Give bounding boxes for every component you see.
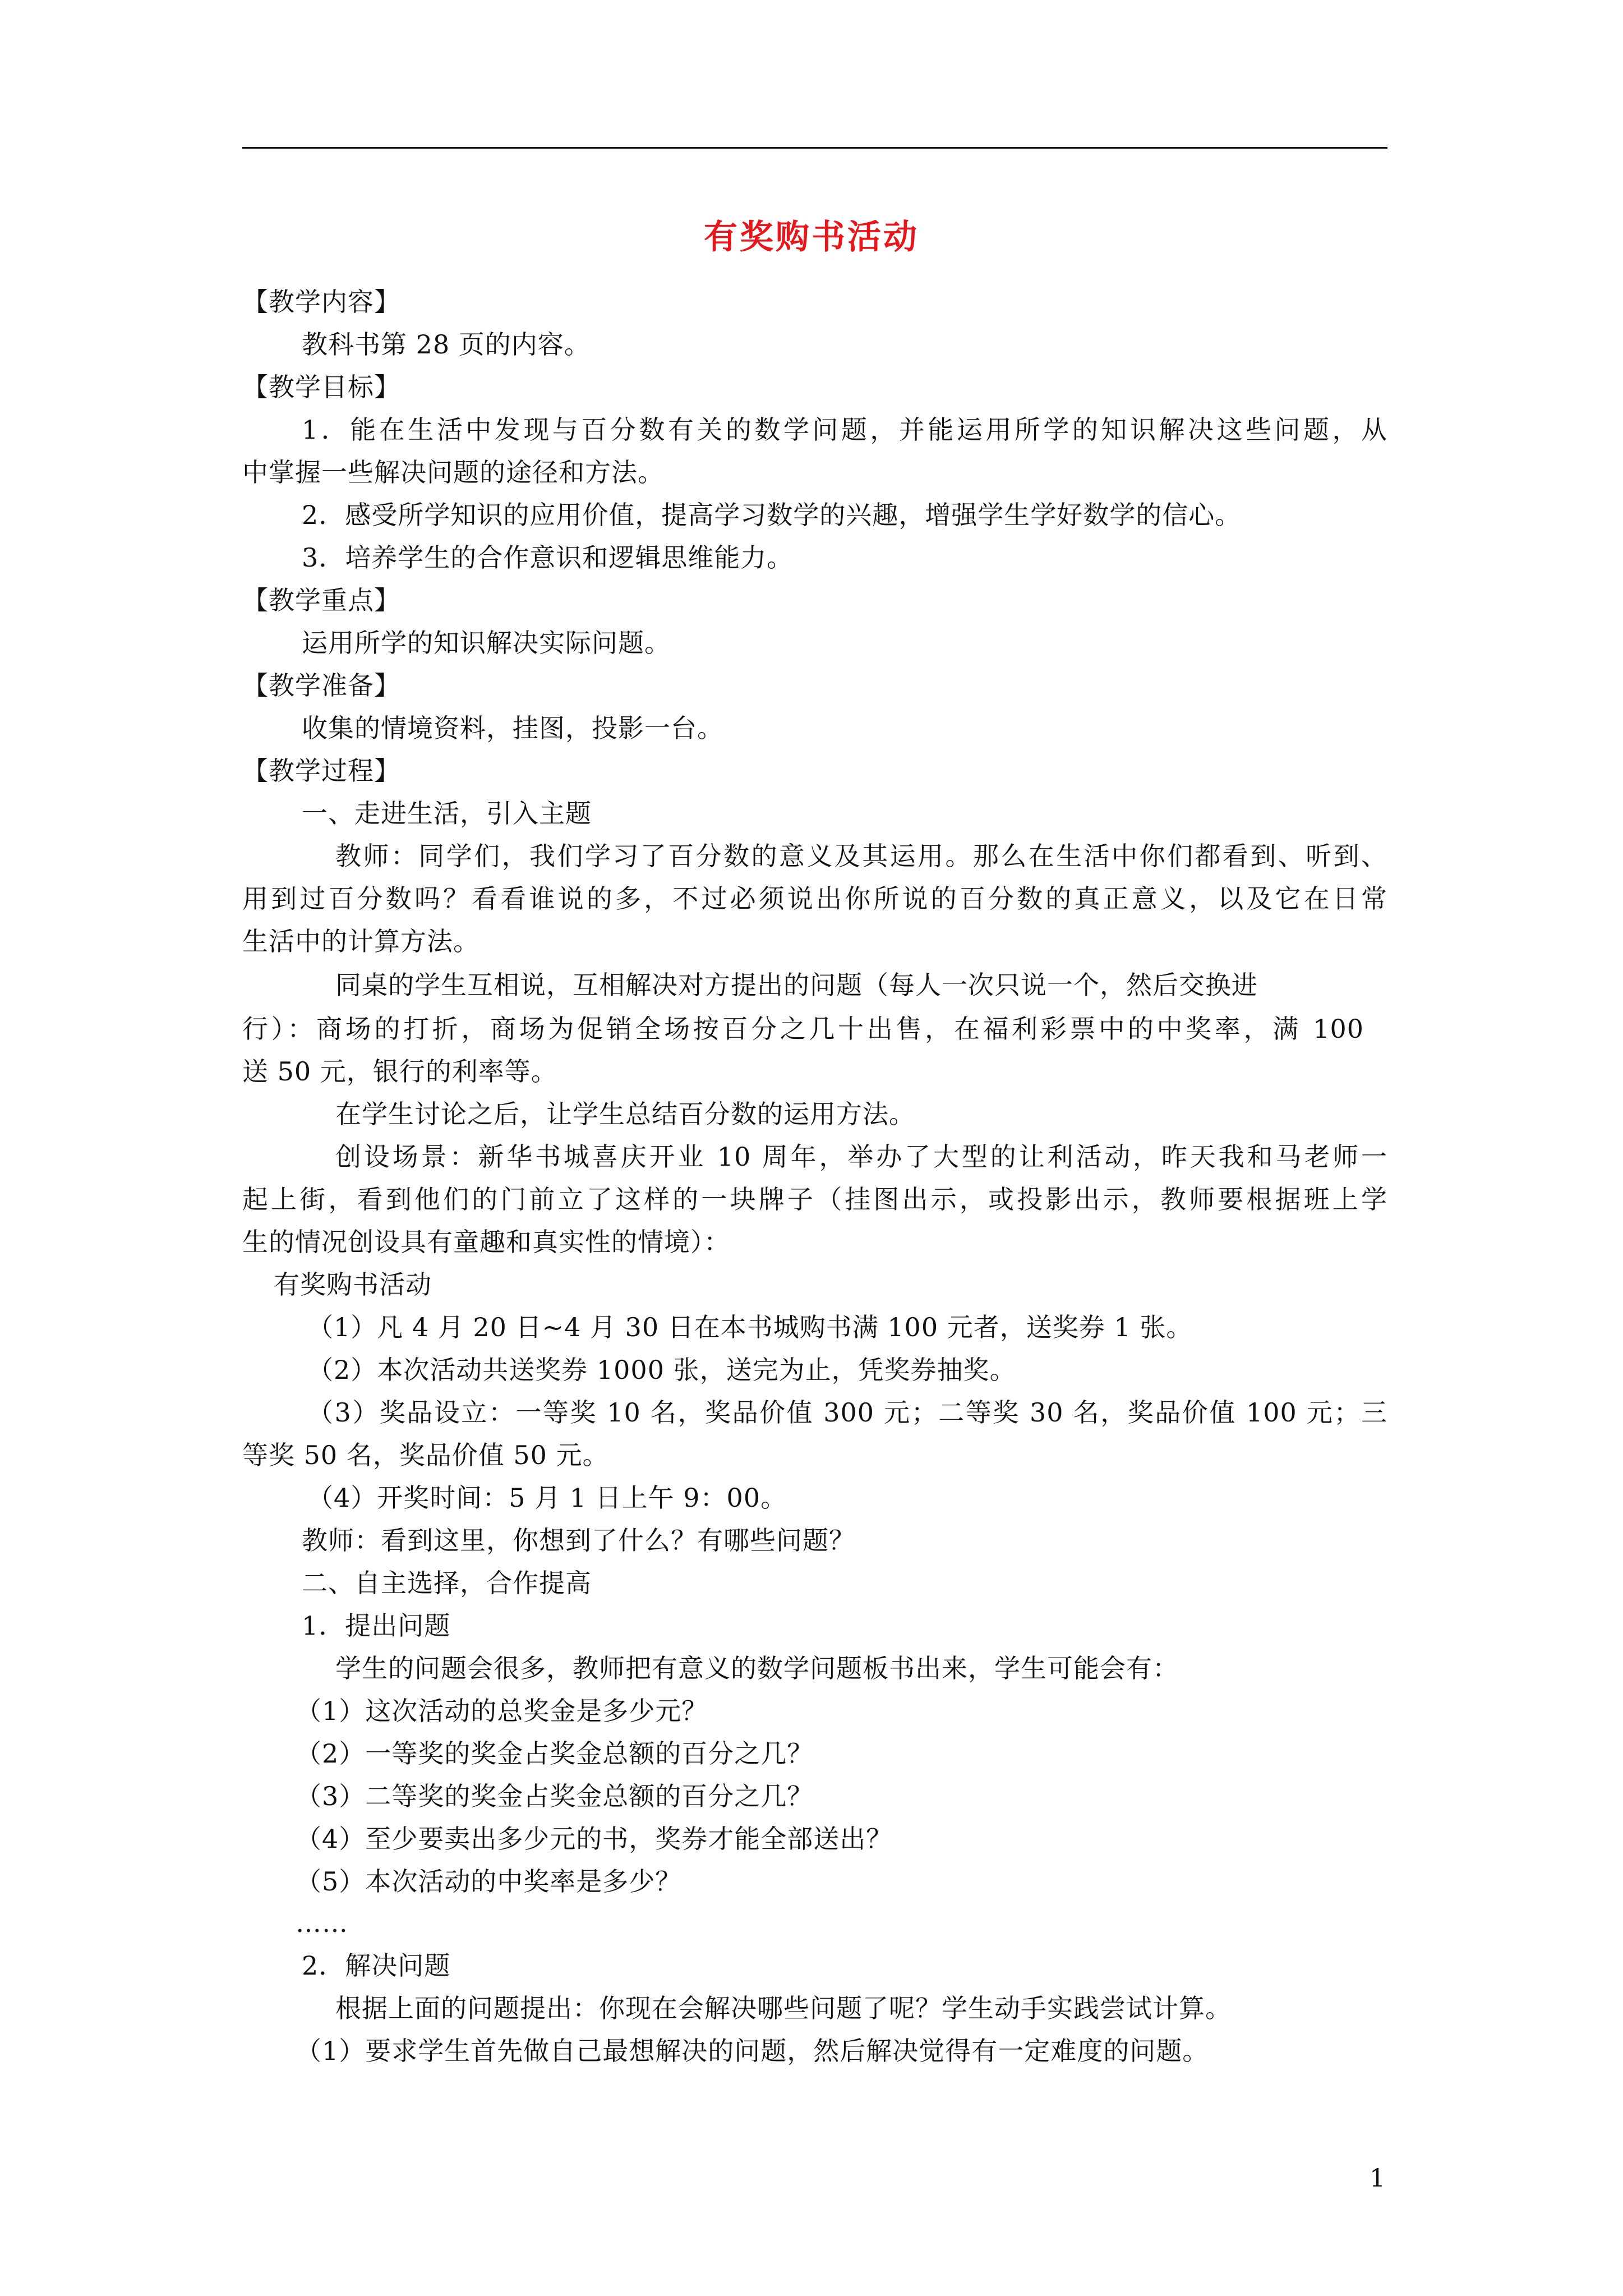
header-rule <box>242 147 1387 149</box>
paragraph-line: 运用所学的知识解决实际问题。 <box>302 628 671 658</box>
paragraph-line: 教师：看到这里，你想到了什么？有哪些问题？ <box>302 1525 855 1556</box>
paragraph-line: 生的情况创设具有童趣和真实性的情境）： <box>242 1227 730 1257</box>
notice-item: （3）奖品设立：一等奖 10 名，奖品价值 300 元；二等奖 30 名，奖品价值 100 元；三 <box>307 1397 1387 1428</box>
notice-item: 等奖 50 名，奖品价值 50 元。 <box>242 1440 609 1470</box>
subheading: 一、走进生活，引入主题 <box>302 798 592 829</box>
paragraph-line: 教师：同学们，我们学习了百分数的意义及其运用。那么在生活中你们都看到、听到、 <box>335 841 1387 871</box>
ellipsis: …… <box>296 1908 348 1938</box>
document-title: 有奖购书活动 <box>704 218 919 257</box>
paragraph-line: 在学生讨论之后，让学生总结百分数的运用方法。 <box>335 1099 915 1129</box>
paragraph-line: 创设场景：新华书城喜庆开业 10 周年，举办了大型的让利活动，昨天我和马老师一 <box>335 1142 1387 1172</box>
notice-title: 有奖购书活动 <box>274 1269 432 1300</box>
notice-item: （2）本次活动共送奖券 1000 张，送完为止，凭奖券抽奖。 <box>307 1355 1016 1385</box>
paragraph-line: 教科书第 28 页的内容。 <box>302 329 591 360</box>
paragraph-line: （1）要求学生首先做自己最想解决的问题，然后解决觉得有一定难度的问题。 <box>296 2036 1209 2066</box>
question-item: （1）这次活动的总奖金是多少元？ <box>296 1696 708 1726</box>
paragraph-line: 1．能在生活中发现与百分数有关的数学问题，并能运用所学的知识解决这些问题，从 <box>302 415 1387 445</box>
paragraph-line: 中掌握一些解决问题的途径和方法。 <box>242 457 664 487</box>
paragraph-line: 同桌的学生互相说，互相解决对方提出的问题（每人一次只说一个，然后交换进 <box>335 970 1258 1000</box>
subheading: 二、自主选择，合作提高 <box>302 1568 592 1598</box>
section-heading: 【教学准备】 <box>242 670 400 701</box>
paragraph-line: 根据上面的问题提出：你现在会解决哪些问题了呢？学生动手实践尝试计算。 <box>335 1993 1232 2023</box>
question-item: （2）一等奖的奖金占奖金总额的百分之几？ <box>296 1738 814 1769</box>
notice-item: （1）凡 4 月 20 日~4 月 30 日在本书城购书满 100 元者，送奖券 1 张。 <box>307 1312 1193 1342</box>
section-heading: 【教学目标】 <box>242 372 400 402</box>
page-number: 1 <box>1370 2164 1385 2193</box>
notice-item: （4）开奖时间：5 月 1 日上午 9：00。 <box>307 1483 787 1513</box>
paragraph-line: 2．感受所学知识的应用价值，提高学习数学的兴趣，增强学生学好数学的信心。 <box>302 500 1242 530</box>
paragraph-line: 学生的问题会很多，教师把有意义的数学问题板书出来，学生可能会有： <box>335 1653 1179 1683</box>
paragraph-line: 行）：商场的打折，商场为促销全场按百分之几十出售，在福利彩票中的中奖率，满 100 <box>242 1014 1364 1044</box>
paragraph-line: 生活中的计算方法。 <box>242 926 479 956</box>
section-heading: 【教学过程】 <box>242 756 400 786</box>
paragraph-line: 送 50 元，银行的利率等。 <box>242 1056 557 1087</box>
paragraph-line: 收集的情境资料，挂图，投影一台。 <box>302 713 723 743</box>
section-heading: 【教学重点】 <box>242 585 400 615</box>
question-item: （5）本次活动的中奖率是多少？ <box>296 1866 682 1897</box>
question-item: （3）二等奖的奖金占奖金总额的百分之几？ <box>296 1781 814 1811</box>
subheading: 2．解决问题 <box>302 1950 451 1981</box>
paragraph-line: 用到过百分数吗？看看谁说的多，不过必须说出你所说的百分数的真正意义，以及它在日常 <box>242 884 1387 914</box>
subheading: 1．提出问题 <box>302 1611 451 1641</box>
paragraph-line: 起上街，看到他们的门前立了这样的一块牌子（挂图出示，或投影出示，教师要根据班上学 <box>242 1184 1387 1214</box>
paragraph-line: 3．培养学生的合作意识和逻辑思维能力。 <box>302 542 794 573</box>
section-heading: 【教学内容】 <box>242 287 400 317</box>
question-item: （4）至少要卖出多少元的书，奖券才能全部送出？ <box>296 1824 893 1854</box>
